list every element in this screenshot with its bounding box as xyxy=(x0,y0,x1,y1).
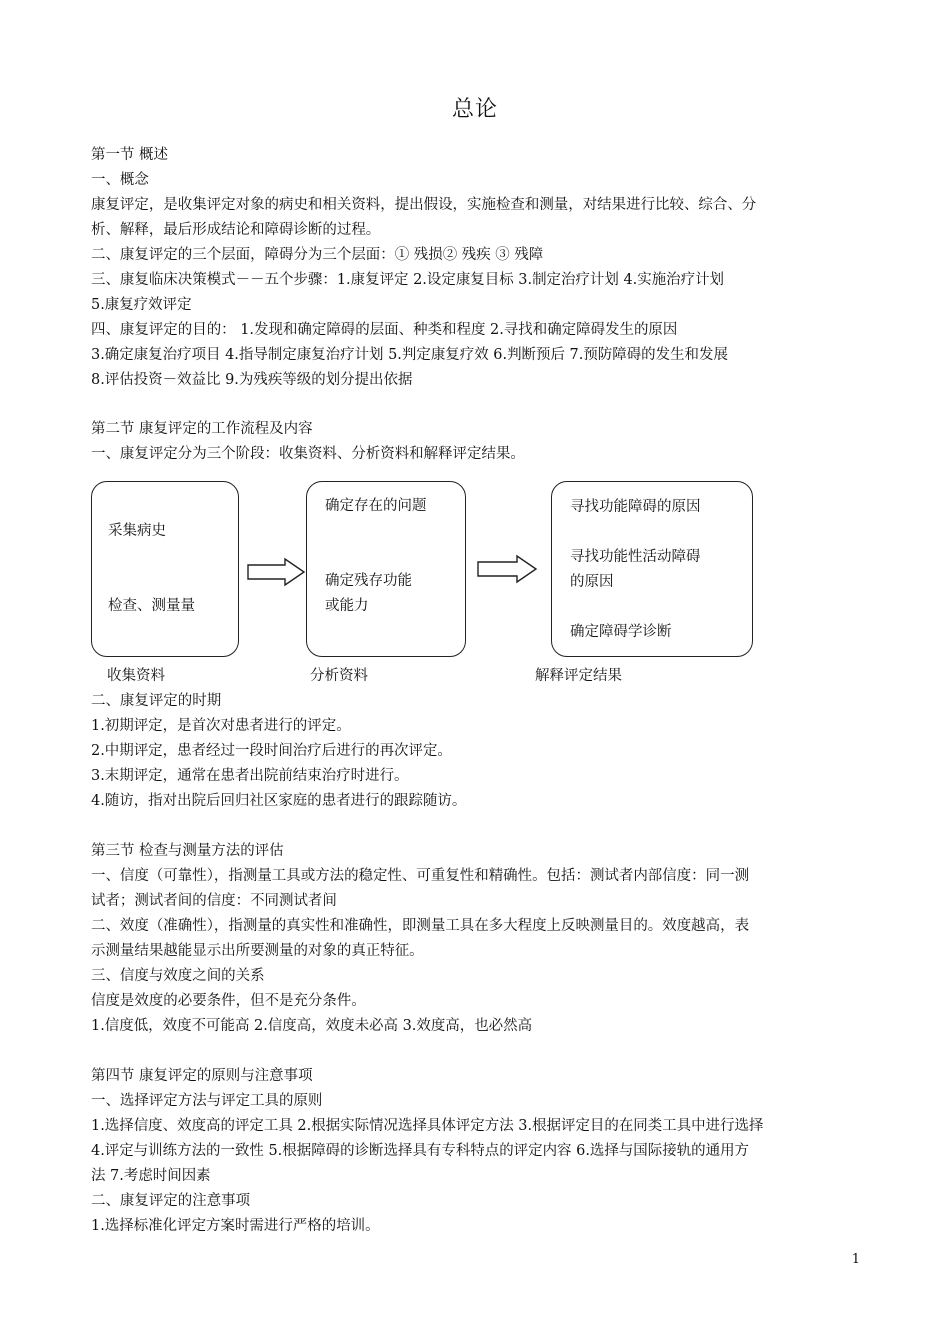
text-line: 一、信度（可靠性），指测量工具或方法的稳定性、可重复性和精确性。包括：测试者内部信度：同一测 xyxy=(91,868,750,884)
page-title: 总论 xyxy=(451,97,498,122)
text-line: 示测量结果越能显示出所要测量的对象的真正特征。 xyxy=(91,943,424,959)
text-line: 法 7.考虑时间因素 xyxy=(91,1168,211,1184)
text-line: 一、康复评定分为三个阶段：收集资料、分析资料和解释评定结果。 xyxy=(91,446,525,462)
text-line: 康复评定，是收集评定对象的病史和相关资料，提出假设，实施检查和测量，对结果进行比较、综合、分 xyxy=(91,197,757,213)
text-line: 析、解释，最后形成结论和障碍诊断的过程。 xyxy=(91,222,381,238)
text-line: 二、效度（准确性），指测量的真实性和准确性，即测量工具在多大程度上反映测量目的。效度越高，表 xyxy=(91,918,750,934)
flow-box-text: 检查、测量量 xyxy=(108,598,195,614)
text-line: 二、康复评定的三个层面，障碍分为三个层面：① 残损② 残疾 ③ 残障 xyxy=(91,247,544,263)
text-line: 3.确定康复治疗项目 4.指导制定康复治疗计划 5.判定康复疗效 6.判断预后 7.预防障碍的发生和发展 xyxy=(91,347,728,363)
text-line: 三、康复临床决策模式－－五个步骤：1.康复评定 2.设定康复目标 3.制定治疗计划 4.实施治疗计划 xyxy=(91,272,725,288)
arrow-right-icon xyxy=(247,558,307,588)
text-line: 二、康复评定的时期 xyxy=(91,693,222,709)
flow-box-text: 的原因 xyxy=(570,574,614,590)
text-line: 2.中期评定，患者经过一段时间治疗后进行的再次评定。 xyxy=(91,743,452,759)
text-line: 5.康复疗效评定 xyxy=(91,297,192,313)
flow-caption: 解释评定结果 xyxy=(535,668,622,684)
text-line: 试者；测试者间的信度：不同测试者间 xyxy=(91,893,337,909)
section-4-heading: 第四节 康复评定的原则与注意事项 xyxy=(91,1068,313,1084)
section-3-heading: 第三节 检查与测量方法的评估 xyxy=(91,843,284,859)
text-line: 信度是效度的必要条件，但不是充分条件。 xyxy=(91,993,366,1009)
flow-box-text: 寻找功能障碍的原因 xyxy=(570,499,701,515)
text-line: 一、选择评定方法与评定工具的原则 xyxy=(91,1093,323,1109)
flow-box-text: 寻找功能性活动障碍 xyxy=(570,549,701,565)
text-line: 1.信度低，效度不可能高 2.信度高，效度未必高 3.效度高，也必然高 xyxy=(91,1018,533,1034)
arrow-right-icon xyxy=(477,555,539,585)
text-line: 4.评定与训练方法的一致性 5.根据障碍的诊断选择具有专科特点的评定内容 6.选择与国际接轨的通用方 xyxy=(91,1143,750,1159)
text-line: 二、康复评定的注意事项 xyxy=(91,1193,251,1209)
text-line: 1.选择标准化评定方案时需进行严格的培训。 xyxy=(91,1218,380,1234)
text-line: 三、信度与效度之间的关系 xyxy=(91,968,265,984)
text-line: 3.末期评定，通常在患者出院前结束治疗时进行。 xyxy=(91,768,409,784)
section-2-heading: 第二节 康复评定的工作流程及内容 xyxy=(91,421,313,437)
text-line: 8.评估投资－效益比 9.为残疾等级的划分提出依据 xyxy=(91,372,413,388)
flow-box-text: 确定残存功能 xyxy=(325,573,412,589)
flow-box-text: 采集病史 xyxy=(108,523,166,539)
flow-caption: 分析资料 xyxy=(310,668,368,684)
text-line: 一、概念 xyxy=(91,172,149,188)
flow-box-analyze xyxy=(306,481,466,657)
flow-box-text: 确定障碍学诊断 xyxy=(570,624,672,640)
flow-caption: 收集资料 xyxy=(107,668,165,684)
section-1-heading: 第一节 概述 xyxy=(91,147,168,163)
text-line: 4.随访，指对出院后回归社区家庭的患者进行的跟踪随访。 xyxy=(91,793,467,809)
page-number: 1 xyxy=(851,1252,860,1267)
text-line: 1.初期评定，是首次对患者进行的评定。 xyxy=(91,718,351,734)
text-line: 1.选择信度、效度高的评定工具 2.根据实际情况选择具体评定方法 3.根据评定目的在同类工具中进行选择 xyxy=(91,1118,764,1134)
flow-box-text: 确定存在的问题 xyxy=(325,498,427,514)
flow-box-collect xyxy=(91,481,239,657)
flow-box-interpret xyxy=(551,481,753,657)
text-line: 四、康复评定的目的： 1.发现和确定障碍的层面、种类和程度 2.寻找和确定障碍发生的原因 xyxy=(91,322,678,338)
flow-box-text: 或能力 xyxy=(325,598,369,614)
